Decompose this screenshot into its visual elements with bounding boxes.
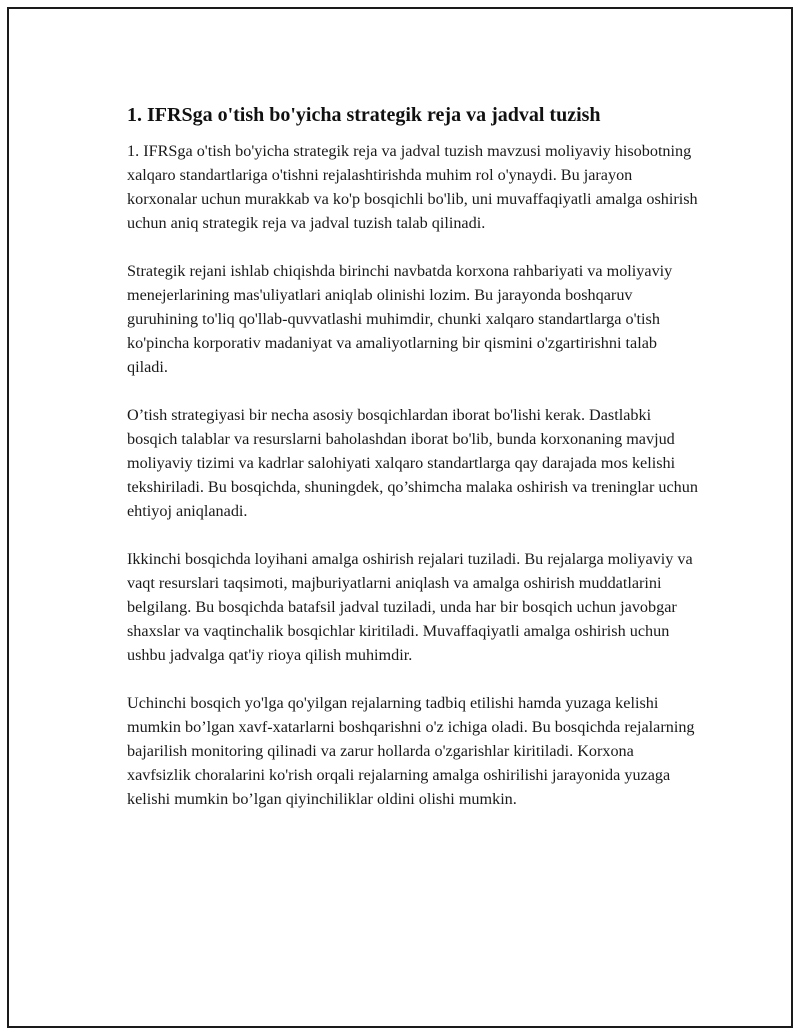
document-body bbox=[127, 101, 699, 835]
paragraph-3: O’tish strategiyasi bir necha asosiy bosqichlardan iborat bo'lishi kerak. Dastlabki bosqich talablar va resurslarni baholashdan iborat bo'lib, bunda korxonaning mavjud moliyaviy tizimi va kadrlar salohiyati xalqaro standartlarga qay darajada mos kelishi tekshiriladi. Bu bosqichda, shuningdek, qo’shimcha malaka oshirish va treninglar uchun ehtiyoj aniqlanadi. bbox=[127, 406, 698, 520]
paragraph-1: 1. IFRSga o'tish bo'yicha strategik reja va jadval tuzish mavzusi moliyaviy hisobotning xalqaro standartlariga o'tishni rejalashtirishda muhim rol o'ynaydi. Bu jarayon korxonalar uchun murakkab va ko'p bosqichli bo'lib, uni muvaffaqiyatli amalga oshirish uchun aniq strategik reja va jadval tuzish talab qilinadi. bbox=[127, 142, 698, 232]
paragraph-5: Uchinchi bosqich yo'lga qo'yilgan rejalarning tadbiq etilishi hamda yuzaga kelishi mumkin bo’lgan xavf-xatarlarni boshqarishni o'z ichiga oladi. Bu bosqichda rejalarning bajarilish monitoring qilinadi va zarur hollarda o'zgarishlar kiritiladi. Korxona xavfsizlik choralarini ko'rish orqali rejalarning amalga oshirilishi jarayonida yuzaga kelishi mumkin bo’lgan qiyinchiliklar oldini olishi mumkin. bbox=[127, 694, 695, 808]
paragraph-4: Ikkinchi bosqichda loyihani amalga oshirish rejalari tuziladi. Bu rejalarga moliyaviy va vaqt resurslari taqsimoti, majburiyatlarni aniqlash va amalga oshirish muddatlarini belgilang. Bu bosqichda batafsil jadval tuziladi, unda har bir bosqich uchun javobgar shaxslar va vaqtinchalik bosqichlar kiritiladi. Muvaffaqiyatli amalga oshirish uchun ushbu jadvalga qat'iy rioya qilish muhimdir. bbox=[127, 550, 693, 664]
paragraph-2: Strategik rejani ishlab chiqishda birinchi navbatda korxona rahbariyati va moliyaviy menejerlarining mas'uliyatlari aniqlab olinishi lozim. Bu jarayonda boshqaruv guruhining to'liq qo'llab-quvvatlashi muhimdir, chunki xalqaro standartlarga o'tish ko'pincha korporativ madaniyat va amaliyotlarning bir qismini o'zgartirishni talab qiladi. bbox=[127, 262, 673, 376]
document-heading: 1. IFRSga o'tish bo'yicha strategik reja va jadval tuzish bbox=[127, 104, 601, 126]
page-frame bbox=[7, 7, 793, 1028]
